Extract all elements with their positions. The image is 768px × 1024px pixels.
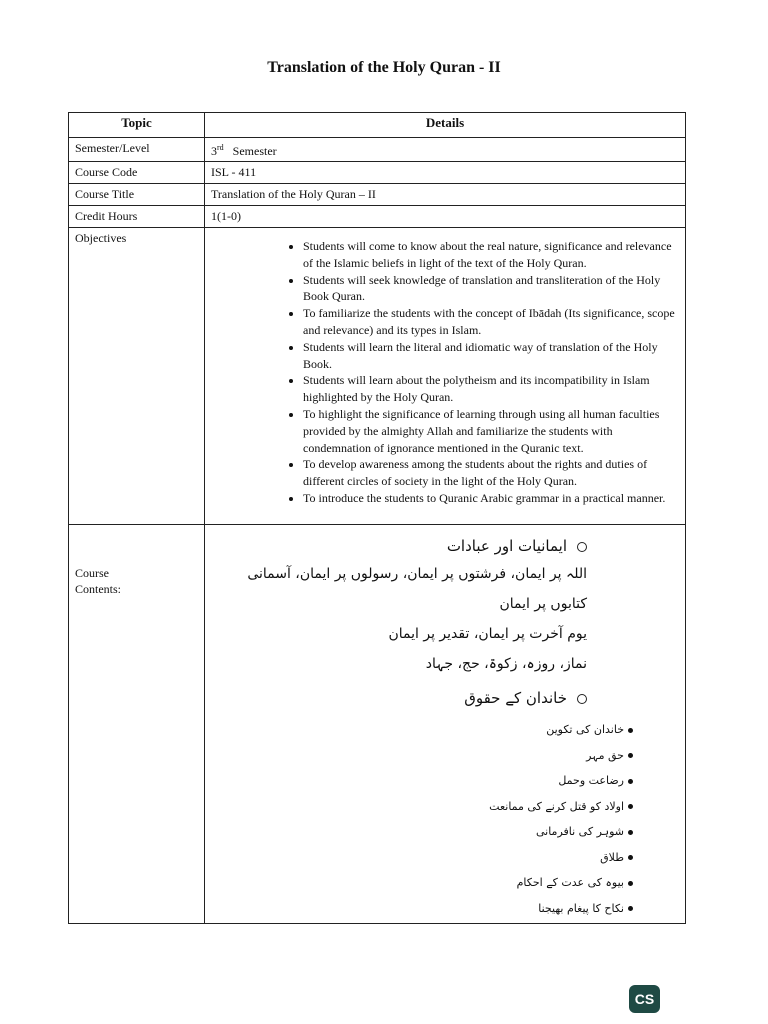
list-item-text: نکاح کا پیغام بھیجنا — [538, 901, 624, 915]
table-row — [69, 525, 686, 924]
bullet-icon — [628, 728, 633, 733]
course-code-value: ISL - 411 — [205, 162, 686, 184]
list-item: • To highlight the significance of learning through using all human faculties provided by the almighty Allah and familiarize the students with condemnation of ignorance mentioned in the Quranic text. — [303, 406, 675, 456]
table-row — [69, 184, 686, 206]
list-item — [211, 845, 633, 871]
circle-bullet-icon — [577, 542, 587, 552]
contents-label — [69, 525, 205, 924]
circle-bullet-icon — [577, 694, 587, 704]
section-heading — [211, 685, 679, 711]
contents-line: نماز، روزہ، زکوۃ، حج، جہاد — [425, 656, 587, 672]
header-details: Details — [205, 113, 686, 138]
course-title-label: Course Title — [69, 184, 205, 206]
list-item: • To familiarize the students with the concept of Ibādah (Its significance, scope and relevance) and its types in Islam. — [303, 305, 675, 339]
document-title: Translation of the Holy Quran - II — [267, 59, 501, 76]
bullet-icon — [628, 753, 633, 758]
semester-label: Semester/Level — [69, 138, 205, 162]
bullet-icon — [628, 855, 633, 860]
list-item-text: اولاد کو قتل کرنے کی ممانعت — [489, 799, 624, 813]
list-item-text: حق مہر — [586, 748, 624, 762]
list-item-text: طلاق — [600, 850, 624, 864]
camscanner-logo: CS — [629, 985, 660, 1013]
contents-cell — [205, 525, 686, 924]
table-row — [69, 162, 686, 184]
semester-word: Semester — [232, 144, 277, 158]
credit-hours-value: 1(1-0) — [205, 206, 686, 228]
bullet-icon — [628, 906, 633, 911]
bullet-icon — [628, 804, 633, 809]
list-item — [211, 819, 633, 845]
contents-line: اللہ پر ایمان، فرشتوں پر ایمان، رسولوں پر ایمان، آسمانی کتابوں پر ایمان — [247, 566, 587, 612]
list-item — [211, 768, 633, 794]
semester-number: 3 — [211, 144, 217, 158]
header-topic: Topic — [69, 113, 205, 138]
list-item-text: بیوہ کی عدت کے احکام — [516, 876, 624, 889]
list-item-text: شوہر کی نافرمانی — [535, 825, 624, 838]
objectives-list — [211, 238, 679, 507]
contents-line: یوم آخرت پر ایمان، تقدیر پر ایمان — [388, 626, 587, 642]
table-row — [69, 138, 686, 162]
family-rights-list — [211, 717, 679, 921]
bullet-icon — [628, 779, 633, 784]
course-table — [68, 112, 686, 924]
credit-hours-label: Credit Hours — [69, 206, 205, 228]
section-heading-text: خاندان کے حقوق — [464, 689, 567, 707]
list-item-text: رضاعت وحمل — [558, 774, 624, 787]
course-title-value: Translation of the Holy Quran – II — [205, 184, 686, 206]
semester-suffix: rd — [217, 143, 224, 152]
list-item: • To introduce the students to Quranic Arabic grammar in a practical manner. — [303, 490, 675, 507]
semester-value — [205, 138, 686, 162]
section-heading — [211, 533, 679, 559]
bullet-icon — [628, 830, 633, 835]
bullet-icon — [628, 881, 633, 886]
objectives-label: Objectives — [69, 228, 205, 525]
list-item: • To develop awareness among the students about the rights and duties of different circles of society in the light of the Holy Quran. — [303, 456, 675, 490]
list-item: • Students will learn about the polytheism and its incompatibility in Islam highlighted by the Holy Quran. — [303, 372, 675, 406]
course-code-label: Course Code — [69, 162, 205, 184]
table-row — [69, 228, 686, 525]
table-header-row — [69, 113, 686, 138]
list-item — [211, 743, 633, 769]
list-item — [211, 870, 633, 896]
table-row — [69, 206, 686, 228]
list-item — [211, 717, 633, 743]
list-item — [211, 794, 633, 820]
list-item — [211, 896, 633, 922]
list-item: • Students will learn the literal and idiomatic way of translation of the Holy Book. — [303, 339, 675, 373]
list-item-text: خاندان کی تکوین — [546, 723, 624, 736]
objectives-cell — [205, 228, 686, 525]
section-heading-text: ایمانیات اور عبادات — [446, 537, 567, 555]
list-item: • Students will come to know about the real nature, significance and relevance of the Islamic beliefs in light of the text of the Holy Quran. — [303, 238, 675, 272]
list-item: • Students will seek knowledge of translation and transliteration of the Holy Book Quran. — [303, 272, 675, 306]
contents-label-line2: Contents: — [75, 582, 122, 596]
contents-label-line1: Course — [75, 566, 109, 580]
